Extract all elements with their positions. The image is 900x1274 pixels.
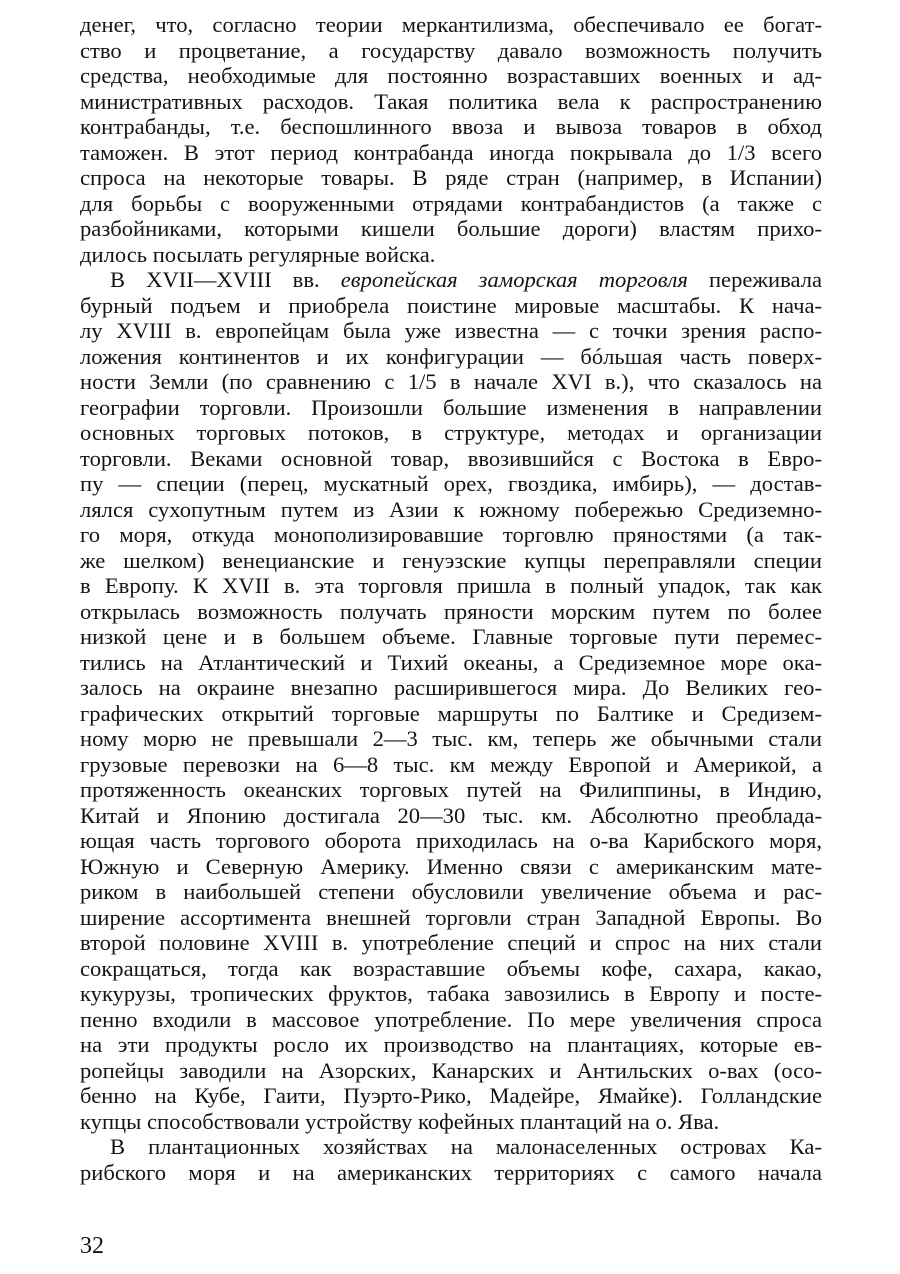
text-line: В плантационных хозяйствах на малонаселенных островах Ка- xyxy=(110,1134,822,1159)
text-line: ному морю не превышали 2—3 тыс. км, теперь же обычными стали xyxy=(80,726,822,751)
text-line: торговли. Веками основной товар, ввозившийся с Востока в Евро- xyxy=(80,445,822,471)
text-line: денег, что, согласно теории меркантилизма, обеспечивало ее богат- xyxy=(80,12,822,37)
text-line: лу XVIII в. европейцам была уже известна — с точки зрения распо- xyxy=(80,318,822,343)
body-text xyxy=(80,12,822,1185)
text-line: Китай и Японию достигала 20—30 тыс. км. Абсолютно преоблада- xyxy=(80,802,822,828)
text-line: основных торговых потоков, в структуре, методах и организации xyxy=(80,420,822,445)
text-line: графических открытий торговые маршруты по Балтике и Средизем- xyxy=(80,700,822,726)
text-line: ство и процветание, а государству давало возможность получить xyxy=(80,37,822,63)
text-line: пу — специи (перец, мускатный орех, гвоздика, имбирь), — достав- xyxy=(80,471,822,496)
text-segment: В XVII—XVIII вв. xyxy=(110,267,341,292)
paragraph-3 xyxy=(80,1134,822,1185)
text-line: ложения континентов и их конфигурации — бóльшая часть поверх- xyxy=(80,343,822,369)
text-line: низкой цене и в большем объеме. Главные торговые пути перемес- xyxy=(80,624,822,649)
text-line: грузовые перевозки на 6—8 тыс. км между Европой и Америкой, а xyxy=(80,751,822,777)
text-line: спроса на некоторые товары. В ряде стран (например, в Испании) xyxy=(80,165,822,190)
text-line: географии торговли. Произошли большие изменения в направлении xyxy=(80,394,822,420)
text-line: пенно входили в массовое употребление. По мере увеличения спроса xyxy=(80,1006,822,1032)
text-line: залось на окраине внезапно расширившегося мира. До Великих гео- xyxy=(80,675,822,700)
text-line: ности Земли (по сравнению с 1/5 в начале XVI в.), что сказалось на xyxy=(80,369,822,394)
text-line: в Европу. К XVII в. эта торговля пришла в полный упадок, так как xyxy=(80,573,822,598)
page-number: 32 xyxy=(80,1233,104,1259)
text-line: средства, необходимые для постоянно возраставших военных и ад- xyxy=(80,63,822,88)
text-line: лялся сухопутным путем из Азии к южному побережью Средиземно- xyxy=(80,496,822,522)
text-line: тились на Атлантический и Тихий океаны, а Средиземное море ока- xyxy=(80,649,822,675)
text-line: бурный подъем и приобрела поистине мировые масштабы. К нача- xyxy=(80,292,822,318)
text-line: сокращаться, тогда как возраставшие объемы кофе, сахара, какао, xyxy=(80,955,822,981)
text-line: на эти продукты росло их производство на плантациях, которые ев- xyxy=(80,1032,822,1057)
text-line: рибского моря и на американских территориях с самого начала xyxy=(80,1159,822,1185)
text-line: контрабанды, т.е. беспошлинного ввоза и вывоза товаров в обход xyxy=(80,114,822,139)
text-line: ширение ассортимента внешней торговли стран Западной Европы. Во xyxy=(80,904,822,930)
text-line: второй половине XVIII в. употребление специй и спрос на них стали xyxy=(80,930,822,955)
text-line: таможен. В этот период контрабанда иногда покрывала до 1/3 всего xyxy=(80,139,822,165)
paragraph-1 xyxy=(80,12,822,267)
paragraph-2 xyxy=(80,267,822,1134)
text-line-with-emphasis xyxy=(80,267,822,293)
text-line: протяженность океанских торговых путей на Филиппины, в Индию, xyxy=(80,777,822,802)
text-line: Южную и Северную Америку. Именно связи с американским мате- xyxy=(80,853,822,879)
text-line: го моря, откуда монополизировавшие торговлю пряностями (а так- xyxy=(80,522,822,547)
emphasized-term: европейская заморская торговля xyxy=(340,267,688,292)
text-line: открылась возможность получать пряности морским путем по более xyxy=(80,598,822,624)
text-line: министративных расходов. Такая политика вела к распространению xyxy=(80,88,822,114)
text-line: дилось посылать регулярные войска. xyxy=(80,241,436,267)
text-line: кукурузы, тропических фруктов, табака завозились в Европу и посте- xyxy=(80,981,822,1006)
text-line: же шелком) венецианские и генуэзские купцы переправляли специи xyxy=(80,547,822,573)
text-line: риком в наибольшей степени обусловили увеличение объема и рас- xyxy=(80,879,822,904)
text-line: ющая часть торгового оборота приходилась на о-ва Карибского моря, xyxy=(80,828,822,853)
text-line: для борьбы с вооруженными отрядами контрабандистов (а также с xyxy=(80,190,822,216)
text-line: ропейцы заводили на Азорских, Канарских и Антильских о-вах (осо- xyxy=(80,1057,822,1083)
text-line: купцы способствовали устройству кофейных плантаций на о. Ява. xyxy=(80,1108,720,1134)
text-segment: переживала xyxy=(687,267,822,292)
text-line: бенно на Кубе, Гаити, Пуэрто-Рико, Мадейре, Ямайке). Голландские xyxy=(80,1083,822,1108)
text-line: разбойниками, которыми кишели большие дороги) властям прихо- xyxy=(80,216,822,241)
